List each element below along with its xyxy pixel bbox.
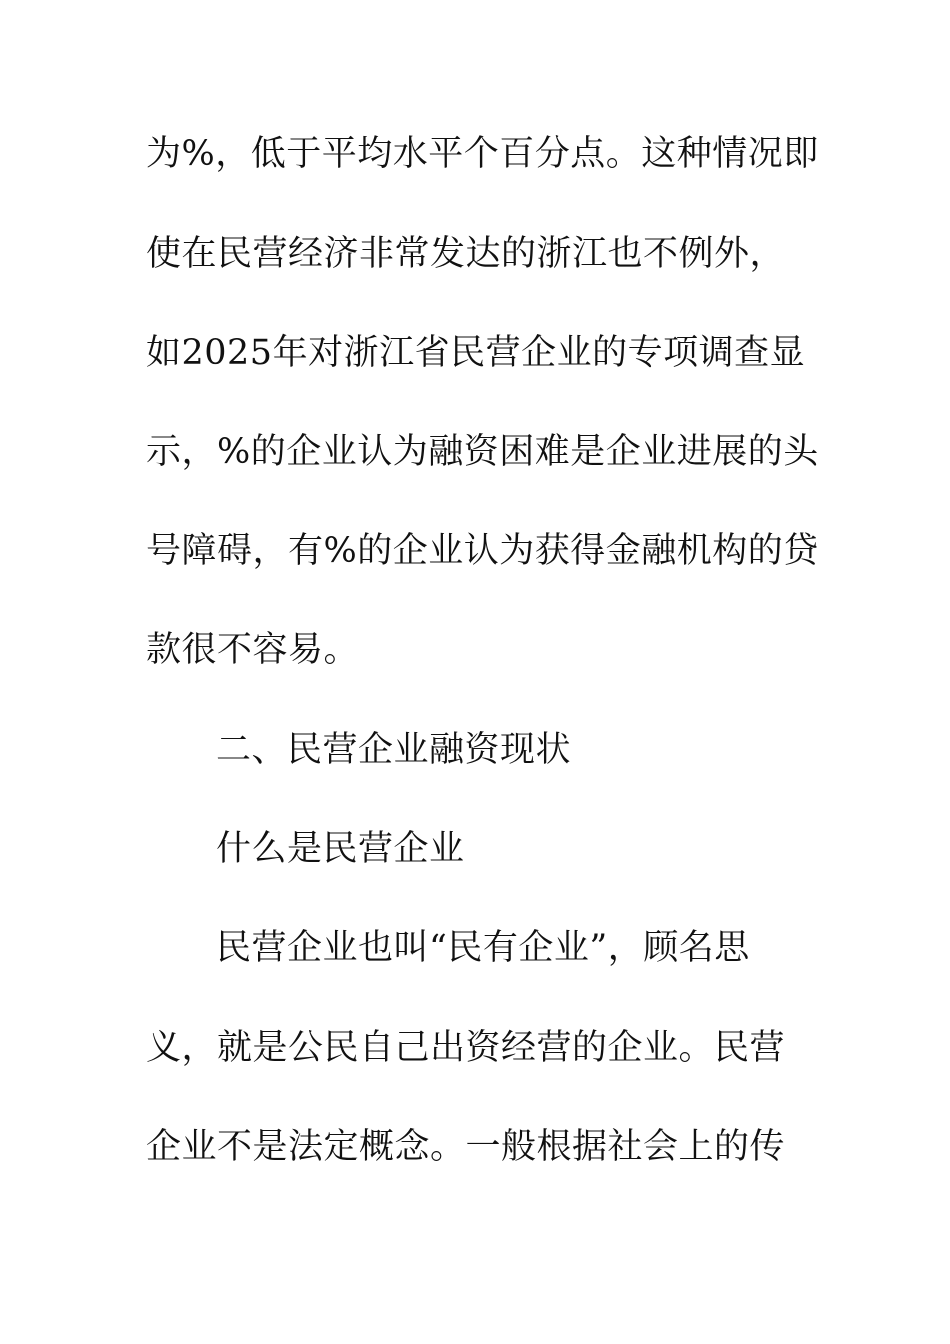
body-text-line: 如2025年对浙江省民营企业的专项调查显: [146, 333, 806, 373]
body-text-line: 号障碍，有%的企业认为获得金融机构的贷: [146, 531, 819, 571]
body-text-line: 示，%的企业认为融资困难是企业进展的头: [146, 432, 819, 472]
body-text-line: 为%，低于平均水平个百分点。这种情况即: [146, 134, 819, 174]
body-text-line: 款很不容易。: [146, 630, 360, 670]
subheading: 什么是民营企业: [216, 829, 465, 869]
body-text-line: 义，就是公民自己出资经营的企业。民营: [146, 1028, 786, 1068]
body-text-line: 企业不是法定概念。一般根据社会上的传: [146, 1127, 786, 1167]
body-text-line: 使在民营经济非常发达的浙江也不例外，: [146, 234, 786, 274]
section-heading: 二、民营企业融资现状: [216, 730, 572, 770]
body-text-line: 民营企业也叫“民有企业”，顾名思: [216, 928, 750, 968]
